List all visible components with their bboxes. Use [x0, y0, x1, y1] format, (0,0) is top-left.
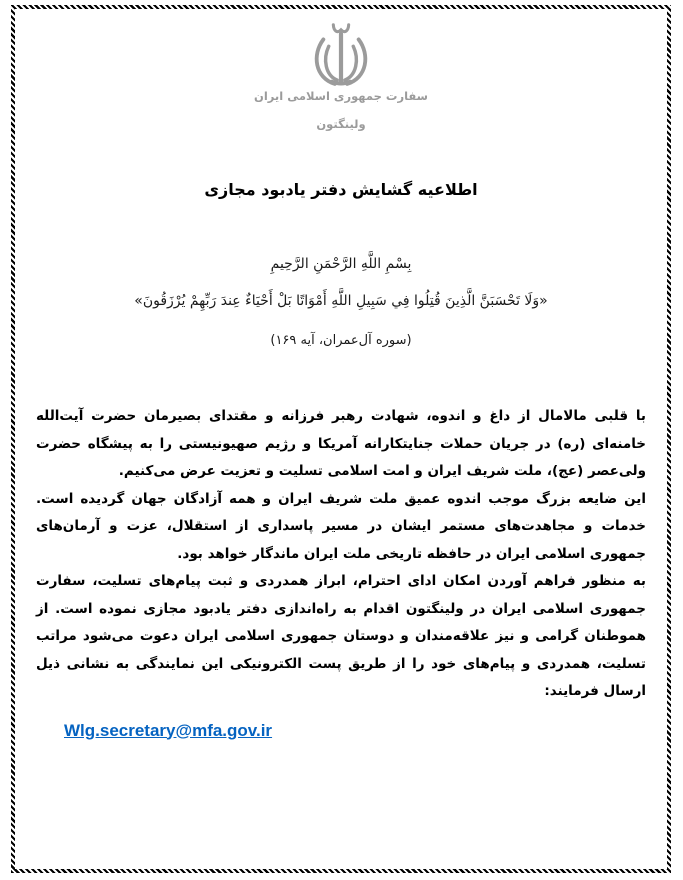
email-row [36, 721, 646, 741]
paragraph-legacy: این ضایعه بزرگ موجب اندوه عمیق ملت شریف ایران و همه آزادگان جهان گردیده است. خدمات و مجاهدت‌های مستمر ایشان در مسیر پاسداری از استقلال، عزت و آرمان‌های جمهوری اسلامی ایران در حافظه تاریخی ملت ایران ماندگار خواهد بود. [36, 490, 646, 562]
iran-emblem-icon [302, 21, 380, 87]
embassy-name: سفارت جمهوری اسلامی ایران [254, 89, 428, 103]
bismillah-text: بِسْمِ اللَّهِ الرَّحْمَنِ الرَّحِيمِ [270, 256, 412, 272]
letterhead [36, 21, 646, 132]
announcement-body [36, 403, 646, 706]
embassy-city: ولینگتون [316, 117, 366, 131]
paragraph-condolence: با قلبی مالامال از داغ و اندوه، شهادت رهبر فرزانه و مقتدای بصیرمان حضرت آیت‌الله خامنه‌ای (ره) در جریان حملات جنایتکارانه آمریکا و رژیم صهیونیستی را به پیشگاه حضرت ولی‌عصر (عج)، ملت شریف ایران و امت اسلامی تسلیت و تعزیت عرض می‌کنیم. [36, 408, 646, 479]
religious-heading [36, 254, 646, 350]
announcement-title: اطلاعیه گشایش دفتر یادبود مجازی [204, 180, 478, 199]
document-page [15, 9, 667, 741]
paragraph-invitation: به منظور فراهم آوردن امکان ادای احترام، ابراز همدردی و ثبت پیام‌های تسلیت، سفارت جمهوری اسلامی ایران در ولینگتون اقدام به راه‌اندازی دفتر یادبود مجازی نموده است. از هموطنان گرامی و نیز علاقه‌مندان و دوستان جمهوری اسلامی ایران دعوت می‌شود مراتب تسلیت، همدردی و پیام‌های خود را از طریق پست الکترونیکی این نمایندگی به نشانی ذیل ارسال فرمایند: [36, 573, 646, 699]
verse-reference: (سوره آل‌عمران، آیه ۱۶۹) [270, 333, 412, 348]
email-link[interactable]: Wlg.secretary@mfa.gov.ir [64, 720, 273, 740]
quran-verse: «وَلَا تَحْسَبَنَّ الَّذِينَ قُتِلُوا فِي سَبِيلِ اللَّهِ أَمْوَاتًا بَلْ أَحْيَاءٌ عِندَ رَبِّهِمْ يُرْزَقُونَ» [134, 293, 548, 309]
